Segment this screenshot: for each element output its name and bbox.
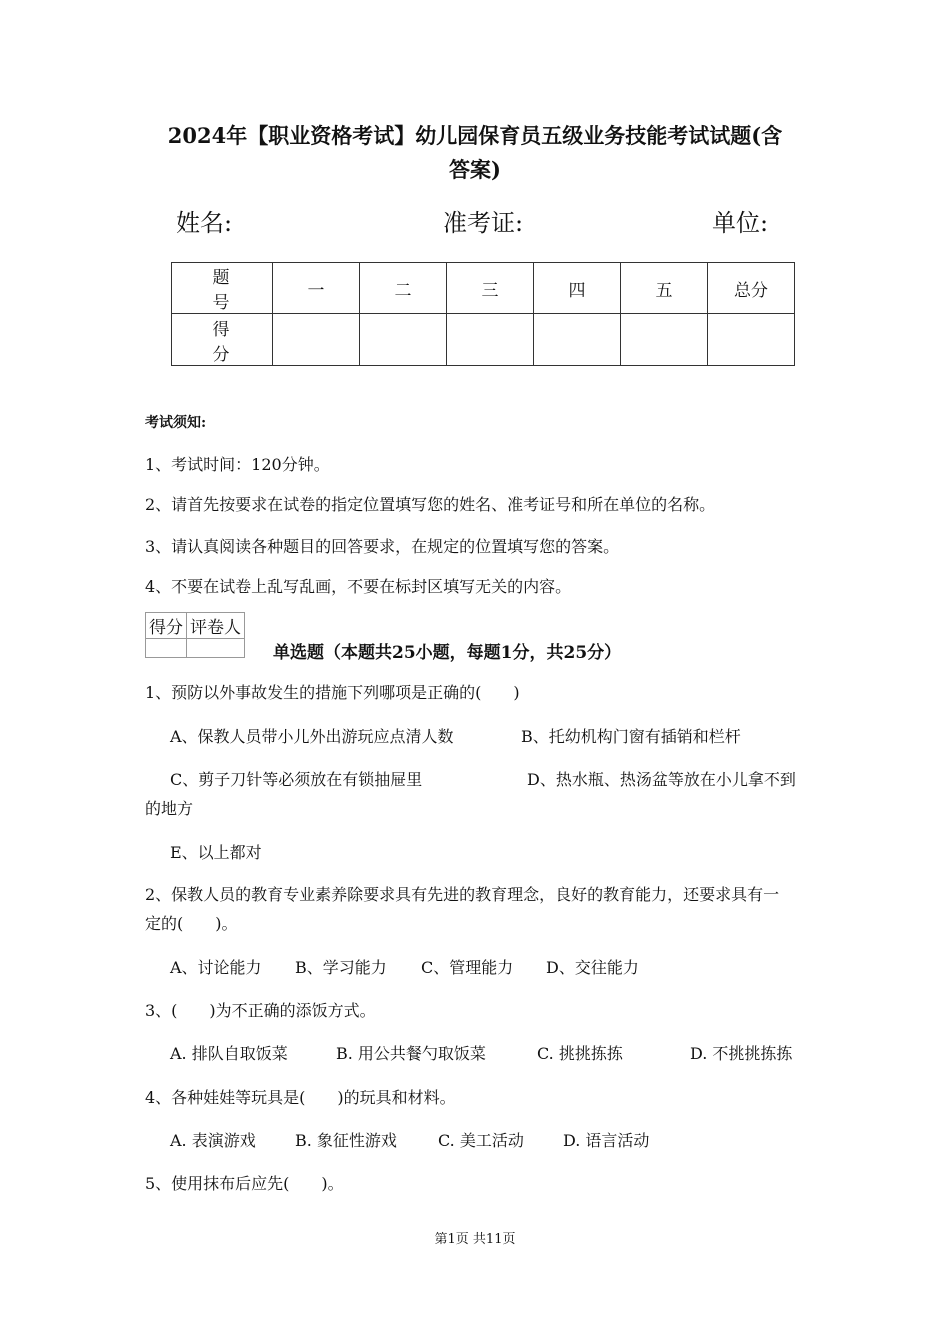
question-1-option-a: A、保教人员带小儿外出游玩应点清人数	[170, 727, 454, 746]
grader-score-cell[interactable]	[146, 639, 187, 658]
unit-label: 单位:	[712, 209, 769, 237]
document-title-line-1: 2024年【职业资格考试】幼儿园保育员五级业务技能考试试题(含	[167, 123, 783, 148]
question-2-stem: 2、保教人员的教育专业素养除要求具有先进的教育理念，良好的教育能力，还要求具有一	[145, 885, 780, 904]
score-cell[interactable]	[534, 314, 621, 366]
question-5-stem: 5、使用抹布后应先( )。	[145, 1174, 344, 1193]
question-1-option-e: E、以上都对	[170, 843, 262, 862]
notice-item: 2、请首先按要求在试卷的指定位置填写您的姓名、准考证号和所在单位的名称。	[145, 495, 716, 514]
document-title-line-2: 答案)	[449, 157, 501, 182]
question-1-option-d: D、热水瓶、热汤盆等放在小儿拿不到	[527, 770, 796, 789]
question-3-option-c: C. 挑挑拣拣	[537, 1044, 623, 1063]
score-row-label: 得 分	[172, 314, 273, 366]
score-table-header-row	[172, 263, 795, 314]
score-cell[interactable]	[708, 314, 795, 366]
score-table-header-cell: 三	[447, 263, 534, 314]
page-number-footer: 第1页 共11页	[434, 1232, 516, 1247]
score-table	[171, 262, 795, 366]
question-2-option-c: C、管理能力	[421, 958, 514, 977]
grader-table	[145, 612, 245, 658]
name-label: 姓名:	[176, 209, 233, 237]
score-cell[interactable]	[621, 314, 708, 366]
question-2-stem-continued: 定的( )。	[145, 914, 238, 933]
notice-item: 1、考试时间：120分钟。	[145, 455, 330, 474]
score-table-header-cell: 题 号	[172, 263, 273, 314]
question-1-option-d-continued: 的地方	[145, 799, 194, 818]
grader-name-cell[interactable]	[187, 639, 245, 658]
score-table-header-cell: 一	[273, 263, 360, 314]
question-1-option-b: B、托幼机构门窗有插销和栏杆	[521, 727, 741, 746]
notice-item: 4、不要在试卷上乱写乱画，不要在标封区填写无关的内容。	[145, 577, 572, 596]
question-2-option-b: B、学习能力	[295, 958, 387, 977]
notice-item: 3、请认真阅读各种题目的回答要求，在规定的位置填写您的答案。	[145, 537, 620, 556]
question-3-option-d: D. 不挑挑拣拣	[690, 1044, 793, 1063]
question-4-option-c: C. 美工活动	[438, 1131, 524, 1150]
question-4-stem: 4、各种娃娃等玩具是( )的玩具和材料。	[145, 1088, 456, 1107]
notice-heading: 考试须知:	[145, 415, 207, 431]
score-cell[interactable]	[447, 314, 534, 366]
section-title: 单选题（本题共25小题，每题1分，共25分）	[273, 643, 622, 663]
score-cell[interactable]	[360, 314, 447, 366]
exam-number-label: 准考证:	[443, 209, 524, 237]
question-3-stem: 3、( )为不正确的添饭方式。	[145, 1001, 376, 1020]
question-4-option-a: A. 表演游戏	[170, 1131, 256, 1150]
question-2-option-d: D、交往能力	[546, 958, 639, 977]
score-table-header-cell: 四	[534, 263, 621, 314]
score-table-header-cell: 二	[360, 263, 447, 314]
question-3-option-b: B. 用公共餐勺取饭菜	[336, 1044, 486, 1063]
grader-score-label: 得分	[146, 613, 187, 639]
score-table-header-cell: 五	[621, 263, 708, 314]
question-1-option-c: C、剪子刀针等必须放在有锁抽屉里	[170, 770, 423, 789]
question-2-option-a: A、讨论能力	[170, 958, 262, 977]
score-table-header-cell: 总分	[708, 263, 795, 314]
question-1-stem: 1、预防以外事故发生的措施下列哪项是正确的( )	[145, 683, 520, 702]
question-4-option-b: B. 象征性游戏	[295, 1131, 397, 1150]
score-table-score-row	[172, 314, 795, 366]
grader-table-blank-row	[146, 639, 245, 658]
grader-table-header-row	[146, 613, 245, 639]
question-4-option-d: D. 语言活动	[563, 1131, 650, 1150]
question-3-option-a: A. 排队自取饭菜	[170, 1044, 288, 1063]
grader-name-label: 评卷人	[187, 613, 245, 639]
score-cell[interactable]	[273, 314, 360, 366]
